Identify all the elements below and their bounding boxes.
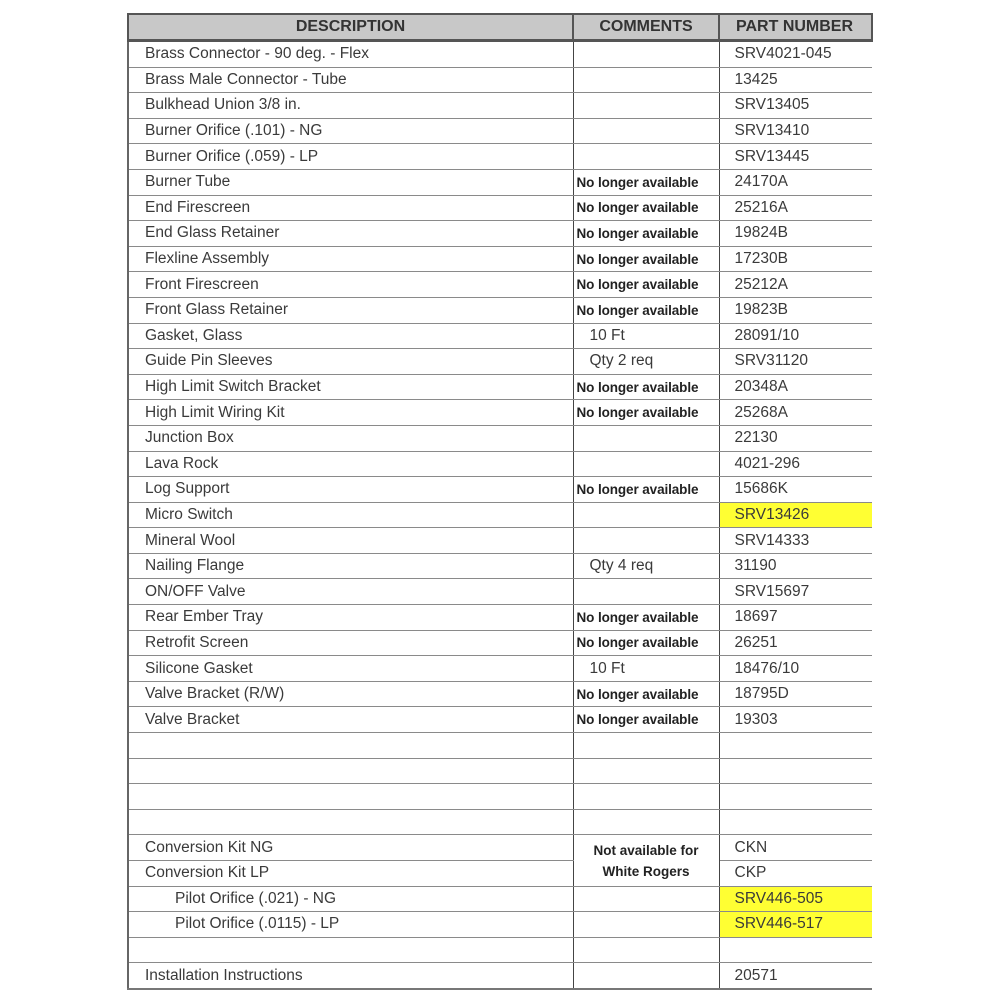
cell-comment xyxy=(573,502,719,528)
parts-table xyxy=(127,13,873,990)
cell-comment xyxy=(573,733,719,759)
cell-part-number: 31190 xyxy=(719,553,872,579)
cell-part-number: 19823B xyxy=(719,297,872,323)
cell-description: End Glass Retainer xyxy=(128,221,573,247)
table-row xyxy=(128,656,872,682)
header-description: DESCRIPTION xyxy=(128,14,573,41)
cell-comment xyxy=(573,809,719,835)
cell-description: Installation Instructions xyxy=(128,963,573,989)
cell-description: Mineral Wool xyxy=(128,528,573,554)
cell-description: Front Firescreen xyxy=(128,272,573,298)
cell-part-number: SRV4021-045 xyxy=(719,41,872,68)
cell-comment: No longer available xyxy=(573,297,719,323)
cell-comment: Qty 4 req xyxy=(573,553,719,579)
table-row xyxy=(128,937,872,963)
cell-part-number: SRV13445 xyxy=(719,144,872,170)
parts-list-sheet xyxy=(127,13,871,990)
table-row xyxy=(128,246,872,272)
cell-description xyxy=(128,784,573,810)
cell-comment xyxy=(573,886,719,912)
cell-part-number-highlighted: SRV13426 xyxy=(719,502,872,528)
cell-description: Nailing Flange xyxy=(128,553,573,579)
table-row xyxy=(128,861,872,887)
table-row xyxy=(128,93,872,119)
table-row xyxy=(128,912,872,938)
cell-description: High Limit Wiring Kit xyxy=(128,400,573,426)
parts-table-body xyxy=(128,41,872,989)
table-row xyxy=(128,118,872,144)
cell-part-number xyxy=(719,937,872,963)
cell-comment xyxy=(573,93,719,119)
cell-description: Log Support xyxy=(128,477,573,503)
cell-description: Brass Connector - 90 deg. - Flex xyxy=(128,41,573,68)
cell-description: Conversion Kit LP xyxy=(128,861,573,887)
cell-description: Conversion Kit NG xyxy=(128,835,573,861)
cell-part-number-highlighted: SRV446-517 xyxy=(719,912,872,938)
table-row xyxy=(128,374,872,400)
cell-comment: Qty 2 req xyxy=(573,349,719,375)
cell-comment: No longer available xyxy=(573,400,719,426)
table-row xyxy=(128,681,872,707)
table-row xyxy=(128,169,872,195)
cell-description: Guide Pin Sleeves xyxy=(128,349,573,375)
cell-part-number: 19303 xyxy=(719,707,872,733)
cell-comment xyxy=(573,67,719,93)
table-row xyxy=(128,784,872,810)
cell-part-number: SRV15697 xyxy=(719,579,872,605)
cell-description: Burner Tube xyxy=(128,169,573,195)
cell-part-number: 4021-296 xyxy=(719,451,872,477)
cell-description: High Limit Switch Bracket xyxy=(128,374,573,400)
cell-description: Junction Box xyxy=(128,425,573,451)
cell-comment xyxy=(573,451,719,477)
cell-comment: No longer available xyxy=(573,195,719,221)
cell-description xyxy=(128,758,573,784)
cell-comment: 10 Ft xyxy=(573,656,719,682)
cell-comment: No longer available xyxy=(573,374,719,400)
cell-part-number: SRV13410 xyxy=(719,118,872,144)
cell-description: Lava Rock xyxy=(128,451,573,477)
cell-comment xyxy=(573,963,719,989)
table-row xyxy=(128,758,872,784)
cell-description: Flexline Assembly xyxy=(128,246,573,272)
cell-description: Pilot Orifice (.021) - NG xyxy=(128,886,573,912)
cell-comment: No longer available xyxy=(573,681,719,707)
comment-line: Not available for xyxy=(593,842,699,858)
cell-comment: No longer available xyxy=(573,630,719,656)
cell-comment xyxy=(573,144,719,170)
table-row xyxy=(128,963,872,989)
cell-part-number: SRV13405 xyxy=(719,93,872,119)
cell-part-number: 15686K xyxy=(719,477,872,503)
table-row xyxy=(128,400,872,426)
table-row xyxy=(128,502,872,528)
header-comments: COMMENTS xyxy=(573,14,719,41)
header-part-number: PART NUMBER xyxy=(719,14,872,41)
cell-part-number xyxy=(719,733,872,759)
cell-part-number: 18697 xyxy=(719,605,872,631)
cell-description: Front Glass Retainer xyxy=(128,297,573,323)
cell-part-number: 18476/10 xyxy=(719,656,872,682)
table-row xyxy=(128,349,872,375)
cell-description: ON/OFF Valve xyxy=(128,579,573,605)
cell-comment xyxy=(573,425,719,451)
cell-part-number: 25216A xyxy=(719,195,872,221)
cell-part-number: 18795D xyxy=(719,681,872,707)
cell-description: Burner Orifice (.101) - NG xyxy=(128,118,573,144)
cell-description: Gasket, Glass xyxy=(128,323,573,349)
cell-comment: No longer available xyxy=(573,707,719,733)
cell-comment: No longer available xyxy=(573,169,719,195)
cell-part-number: SRV14333 xyxy=(719,528,872,554)
table-row xyxy=(128,144,872,170)
cell-description: Micro Switch xyxy=(128,502,573,528)
cell-description: Valve Bracket xyxy=(128,707,573,733)
cell-description: Bulkhead Union 3/8 in. xyxy=(128,93,573,119)
cell-part-number xyxy=(719,809,872,835)
table-row xyxy=(128,297,872,323)
table-row xyxy=(128,477,872,503)
cell-comment: No longer available xyxy=(573,246,719,272)
cell-description: End Firescreen xyxy=(128,195,573,221)
cell-part-number-highlighted: SRV446-505 xyxy=(719,886,872,912)
cell-part-number xyxy=(719,784,872,810)
cell-comment: No longer available xyxy=(573,272,719,298)
cell-part-number: 13425 xyxy=(719,67,872,93)
cell-comment xyxy=(573,912,719,938)
cell-description: Burner Orifice (.059) - LP xyxy=(128,144,573,170)
cell-part-number xyxy=(719,758,872,784)
cell-description: Valve Bracket (R/W) xyxy=(128,681,573,707)
cell-description: Pilot Orifice (.0115) - LP xyxy=(128,912,573,938)
cell-part-number: 26251 xyxy=(719,630,872,656)
table-row xyxy=(128,707,872,733)
table-row xyxy=(128,835,872,861)
table-row xyxy=(128,579,872,605)
cell-comment: No longer available xyxy=(573,477,719,503)
cell-part-number: 28091/10 xyxy=(719,323,872,349)
cell-description xyxy=(128,809,573,835)
table-header-row xyxy=(128,14,872,41)
cell-part-number: SRV31120 xyxy=(719,349,872,375)
cell-description: Retrofit Screen xyxy=(128,630,573,656)
cell-part-number: 20571 xyxy=(719,963,872,989)
table-row xyxy=(128,553,872,579)
cell-comment xyxy=(573,41,719,68)
table-row xyxy=(128,886,872,912)
cell-part-number: 17230B xyxy=(719,246,872,272)
cell-comment xyxy=(573,118,719,144)
table-row xyxy=(128,451,872,477)
cell-part-number: 19824B xyxy=(719,221,872,247)
table-row xyxy=(128,630,872,656)
table-row xyxy=(128,809,872,835)
cell-comment: 10 Ft xyxy=(573,323,719,349)
cell-part-number: 20348A xyxy=(719,374,872,400)
table-row xyxy=(128,605,872,631)
cell-comment xyxy=(573,937,719,963)
comment-line: White Rogers xyxy=(602,863,690,879)
cell-comment: No longer available xyxy=(573,605,719,631)
table-row xyxy=(128,41,872,68)
cell-comment xyxy=(573,528,719,554)
table-row xyxy=(128,323,872,349)
cell-description: Rear Ember Tray xyxy=(128,605,573,631)
cell-part-number: 25212A xyxy=(719,272,872,298)
table-row xyxy=(128,425,872,451)
cell-description xyxy=(128,937,573,963)
cell-part-number: 25268A xyxy=(719,400,872,426)
cell-part-number: CKN xyxy=(719,835,872,861)
table-row xyxy=(128,195,872,221)
table-row xyxy=(128,67,872,93)
cell-part-number: 24170A xyxy=(719,169,872,195)
cell-part-number: CKP xyxy=(719,861,872,887)
cell-comment-merged xyxy=(573,835,719,886)
table-row xyxy=(128,528,872,554)
cell-comment xyxy=(573,758,719,784)
cell-description xyxy=(128,733,573,759)
table-row xyxy=(128,272,872,298)
cell-comment: No longer available xyxy=(573,221,719,247)
table-row xyxy=(128,733,872,759)
cell-description: Silicone Gasket xyxy=(128,656,573,682)
cell-description: Brass Male Connector - Tube xyxy=(128,67,573,93)
cell-part-number: 22130 xyxy=(719,425,872,451)
table-row xyxy=(128,221,872,247)
cell-comment xyxy=(573,579,719,605)
cell-comment xyxy=(573,784,719,810)
